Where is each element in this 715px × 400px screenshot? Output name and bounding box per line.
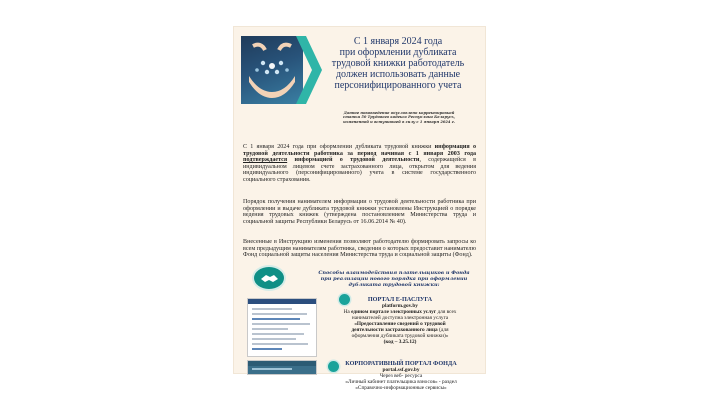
portal-fund [326, 360, 476, 391]
para1-text: С 1 января 2024 года при оформлении дубликата трудовой книжки [243, 144, 435, 150]
legal-note [318, 111, 480, 124]
title-line: при оформлении дубликата [339, 47, 457, 58]
ways-line: Способы взаимодействия плательщиков и Фонда [318, 270, 470, 276]
title-line: С 1 января 2024 года [353, 36, 443, 47]
portal2-line3: «Справочно-информационные сервисы» [355, 385, 447, 391]
fund-portal-screenshot [247, 360, 317, 375]
portal1-line1-pre: На [343, 309, 352, 315]
title-line: должен использовать данные [335, 69, 461, 80]
para1-text-2: , содержащейся в индивидуальном лицевом счете застрахованного лица, открытом для ведения индивидуального (персонифицированного) учета в системе государственного социального страхования. [243, 157, 476, 183]
title-line: персонифицированного учета [334, 80, 462, 91]
hands-people-icon [241, 36, 303, 104]
portal-e-paslugi [320, 296, 480, 345]
note-line: Данное нововведение обусловлено корректировкой [343, 111, 455, 115]
hero-illustration [241, 36, 303, 104]
portal1-url[interactable]: platform.gov.by [382, 303, 418, 309]
portal2-url[interactable]: portal.ssf.gov.by [382, 367, 420, 373]
para1-underlined: подтверждается [243, 157, 288, 164]
portal1-line3: «Предоставление сведений о трудовой [354, 321, 446, 327]
portal1-line1-bold: едином портале электронных услуг [351, 309, 437, 315]
interaction-methods-heading [308, 270, 480, 288]
note-line: статьи 50 Трудового кодекса Республики Беларусь, [343, 115, 455, 120]
portal1-code: (код – 3.25.12) [383, 339, 417, 345]
page-title [314, 36, 482, 91]
leaflet [234, 27, 485, 391]
portal1-line2: нанимателей доступна электронная услуга [351, 315, 449, 321]
portal2-heading: КОРПОРАТИВНЫЙ ПОРТАЛ ФОНДА [345, 360, 457, 367]
paragraph-intro [243, 144, 476, 184]
ways-line: при реализации нового порядка при оформлении [320, 276, 468, 282]
para1-bold-2: информацией о трудовой деятельности [287, 157, 420, 164]
title-line: трудовой книжки работодатель [331, 58, 465, 69]
paragraph-changes: Внесенные в Инструкцию изменения позволяют работодателю формировать запросы ко всем предыдущим нанимателям работника, сведения о которых предоставит нанимателю Фонд социальной защиты населения Министерства труда и социальной защиты (Фонд). [243, 239, 476, 259]
portal1-line4-bold: деятельности застрахованного лица [351, 327, 438, 333]
para1-bold: информация о трудовой деятельности работника за период начиная с 1 января 2003 года [243, 144, 476, 157]
ways-line: дубликата трудовой книжки: [348, 282, 440, 288]
note-line: измененной и вступившей в силу с 1 января 2024 г. [343, 119, 455, 124]
portal2-line2: «Личный кабинет плательщика взносов» - раздел [345, 379, 457, 385]
handshake-icon [254, 267, 284, 289]
portal1-line1-post: для всех [436, 309, 457, 315]
paragraph-procedure: Порядок получения нанимателем информации о трудовой деятельности работника при оформлении и выдаче дубликата трудовой книжки установлены Инструкцией о порядке ведения трудовых книжек (утверждена постановлением Министерства труда и социальной защиты Республики Беларусь от 16.06.2014 № 40). [243, 199, 476, 225]
portal1-line5: оформления дубликата трудовой книжки)» [351, 333, 449, 339]
portal-screenshot [247, 298, 317, 357]
portal1-heading: ПОРТАЛ Е-ПАСЛУГА [367, 296, 433, 303]
portal2-line1: Через веб- ресурса [379, 373, 423, 379]
portal1-line4-post: (для [437, 327, 449, 333]
